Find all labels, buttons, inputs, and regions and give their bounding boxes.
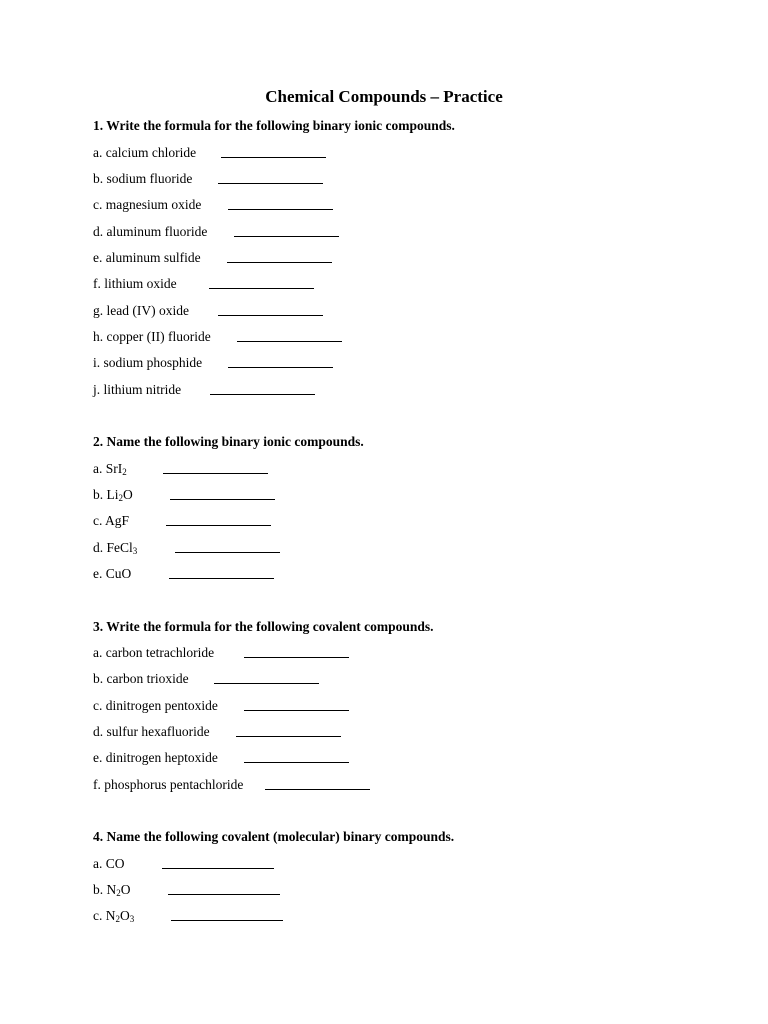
question-label: e. dinitrogen heptoxide: [93, 750, 218, 765]
answer-blank[interactable]: [236, 723, 341, 737]
question-1e: [93, 249, 201, 267]
question-1a: [93, 144, 196, 162]
question-label: c. dinitrogen pentoxide: [93, 698, 218, 713]
question-label: a. CO: [93, 856, 125, 871]
subscript: 3: [132, 546, 138, 556]
question-1g: [93, 302, 189, 320]
question-2d: [93, 539, 137, 557]
subscript: 2: [115, 914, 120, 924]
section-3-heading: 3. Write the formula for the following covalent compounds.: [93, 619, 434, 634]
question-2c: [93, 512, 129, 530]
answer-blank[interactable]: [227, 249, 332, 263]
subscript: 2: [116, 888, 121, 898]
question-label: f. lithium oxide: [93, 276, 177, 291]
answer-blank[interactable]: [163, 460, 268, 474]
question-label: h. copper (II) fluoride: [93, 329, 211, 344]
question-label: a. SrI$_2$: [93, 461, 127, 477]
question-label: b. $N_2O$: [93, 882, 131, 898]
question-label: i. sodium phosphide: [93, 355, 203, 370]
question-label: c. magnesium oxide: [93, 197, 202, 212]
answer-blank[interactable]: [162, 855, 274, 869]
answer-blank[interactable]: [234, 223, 339, 237]
question-1f: [93, 275, 177, 293]
section-4-heading: 4. Name the following covalent (molecular) binary compounds.: [93, 829, 455, 844]
answer-blank[interactable]: [244, 644, 349, 658]
question-label: j. lithium nitride: [93, 382, 182, 397]
question-label: e. CuO: [93, 566, 132, 581]
subscript: 3: [129, 914, 135, 924]
question-label: c. AgF: [93, 513, 130, 528]
question-3d: [93, 723, 210, 741]
question-2b: [93, 486, 133, 504]
answer-blank[interactable]: [221, 144, 326, 158]
subscript: 2: [118, 493, 123, 503]
question-label: g. lead (IV) oxide: [93, 303, 189, 318]
answer-blank[interactable]: [166, 512, 271, 526]
answer-blank[interactable]: [244, 749, 349, 763]
answer-blank[interactable]: [265, 776, 370, 790]
question-label: c. $N_2O_3$: [93, 908, 135, 924]
answer-blank[interactable]: [210, 381, 315, 395]
question-2e: [93, 565, 131, 583]
question-label: a. calcium chloride: [93, 145, 197, 160]
answer-blank[interactable]: [218, 302, 323, 316]
answer-blank[interactable]: [170, 486, 275, 500]
question-3c: [93, 697, 218, 715]
question-label: b. carbon trioxide: [93, 671, 189, 686]
question-4b: [93, 881, 131, 899]
answer-blank[interactable]: [228, 196, 333, 210]
question-label: a. carbon tetrachloride: [93, 645, 215, 660]
question-label: d. aluminum fluoride: [93, 224, 208, 239]
answer-blank[interactable]: [169, 565, 274, 579]
question-2a: [93, 460, 127, 478]
question-3e: [93, 749, 218, 767]
question-4c: [93, 907, 134, 925]
answer-blank[interactable]: [171, 907, 283, 921]
question-label: d. sulfur hexafluoride: [93, 724, 210, 739]
answer-blank[interactable]: [168, 881, 280, 895]
answer-blank[interactable]: [244, 697, 349, 711]
answer-blank[interactable]: [218, 170, 323, 184]
question-1i: [93, 354, 202, 372]
section-1-heading: 1. Write the formula for the following binary ionic compounds.: [93, 118, 455, 133]
question-label: e. aluminum sulfide: [93, 250, 201, 265]
answer-blank[interactable]: [228, 354, 333, 368]
answer-blank[interactable]: [214, 670, 319, 684]
question-label: d. FeCl$_3$: [93, 540, 138, 556]
answer-blank[interactable]: [175, 539, 280, 553]
question-label: b. $Li_2O$: [93, 487, 133, 503]
question-1b: [93, 170, 192, 188]
question-4a: [93, 855, 125, 873]
question-3f: [93, 776, 243, 794]
subscript: 2: [122, 467, 127, 477]
question-3a: [93, 644, 214, 662]
question-3b: [93, 670, 189, 688]
question-1c: [93, 196, 201, 214]
page-title: Chemical Compounds – Practice: [265, 87, 503, 106]
answer-blank[interactable]: [237, 328, 342, 342]
question-label: f. phosphorus pentachloride: [93, 777, 244, 792]
question-label: b. sodium fluoride: [93, 171, 193, 186]
question-1j: [93, 381, 181, 399]
question-1d: [93, 223, 207, 241]
section-2-heading: 2. Name the following binary ionic compounds.: [93, 434, 364, 449]
question-1h: [93, 328, 211, 346]
answer-blank[interactable]: [209, 275, 314, 289]
